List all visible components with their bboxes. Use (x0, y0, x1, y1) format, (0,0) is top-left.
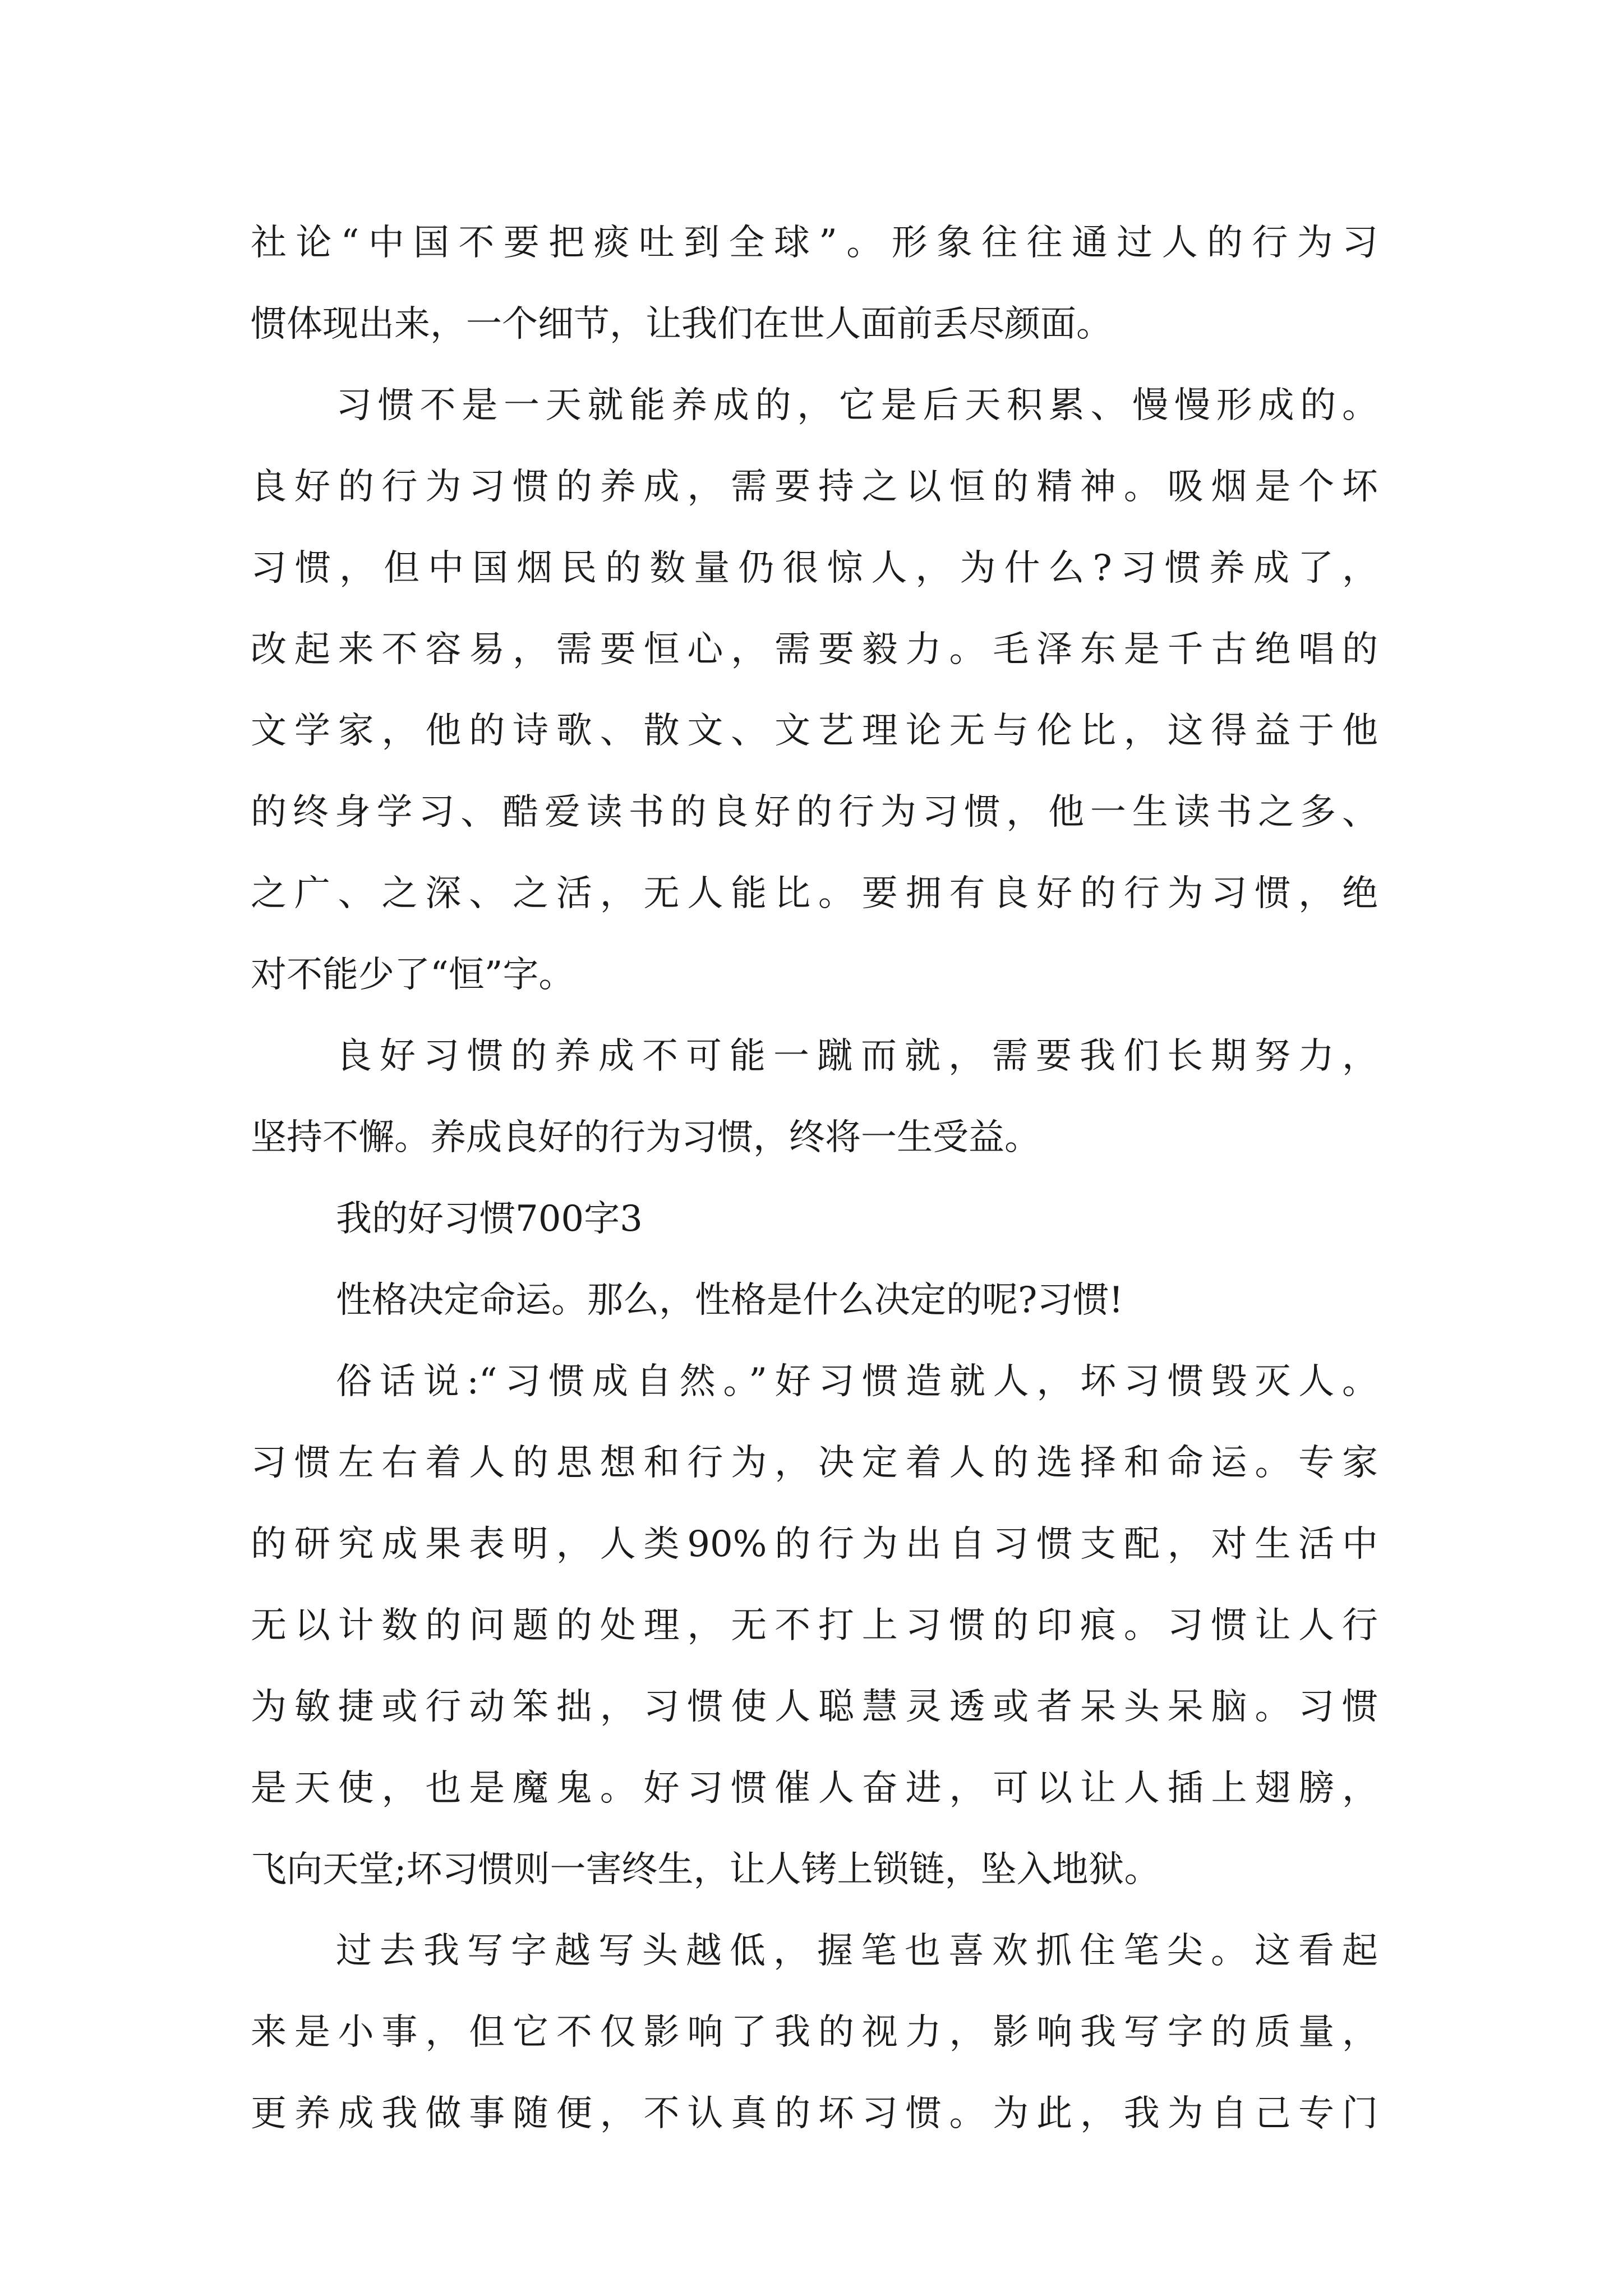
text-line: 习惯左右着人的思想和行为，决定着人的选择和命运。专家 (251, 1442, 1378, 1484)
text-line: 的研究成果表明，人类90%的行为出自习惯支配，对生活中 (251, 1524, 1378, 1565)
paragraph-start-line: 习惯不是一天就能养成的，它是后天积累、慢慢形成的。 (336, 385, 1378, 426)
paragraph-start-line: 良好习惯的养成不可能一蹴而就，需要我们长期努力， (336, 1036, 1378, 1077)
paragraph-start-line: 过去我写字越写头越低，握笔也喜欢抓住笔尖。这看起 (336, 1930, 1378, 1972)
text-line: 对不能少了“恒”字。 (251, 954, 575, 996)
text-line: 改起来不容易，需要恒心，需要毅力。毛泽东是千古绝唱的 (251, 629, 1378, 670)
paragraph-start-line: 俗话说:“习惯成自然。”好习惯造就人，坏习惯毁灭人。 (336, 1361, 1378, 1402)
document-body (251, 203, 1378, 2155)
text-line: 更养成我做事随便，不认真的坏习惯。为此，我为自己专门 (251, 2093, 1378, 2134)
text-line: 坚持不懈。养成良好的行为习惯，终将一生受益。 (251, 1117, 1040, 1158)
text-line: 无以计数的问题的处理，无不打上习惯的印痕。习惯让人行 (251, 1605, 1378, 1646)
text-line: 良好的行为习惯的养成，需要持之以恒的精神。吸烟是个坏 (251, 466, 1378, 508)
text-line: 为敏捷或行动笨拙，习惯使人聪慧灵透或者呆头呆脑。习惯 (251, 1686, 1378, 1728)
text-line: 社论“中国不要把痰吐到全球”。形象往往通过人的行为习 (251, 222, 1378, 264)
text-line: 的终身学习、酷爱读书的良好的行为习惯，他一生读书之多、 (251, 792, 1378, 833)
section-heading: 我的好习惯700字3 (336, 1198, 643, 1240)
text-line: 文学家，他的诗歌、散文、文艺理论无与伦比，这得益于他 (251, 710, 1378, 752)
text-line: 是天使，也是魔鬼。好习惯催人奋进，可以让人插上翅膀， (251, 1768, 1378, 1809)
paragraph-start-line: 性格决定命运。那么，性格是什么决定的呢?习惯! (336, 1280, 1124, 1321)
text-line: 来是小事，但它不仅影响了我的视力，影响我写字的质量， (251, 2012, 1378, 2053)
text-line: 飞向天堂;坏习惯则一害终生，让人铐上锁链，坠入地狱。 (251, 1849, 1160, 1890)
text-line: 习惯，但中国烟民的数量仍很惊人，为什么?习惯养成了， (251, 547, 1378, 589)
text-line: 惯体现出来，一个细节，让我们在世人面前丢尽颜面。 (251, 303, 1112, 345)
text-line: 之广、之深、之活，无人能比。要拥有良好的行为习惯，绝 (251, 873, 1378, 914)
